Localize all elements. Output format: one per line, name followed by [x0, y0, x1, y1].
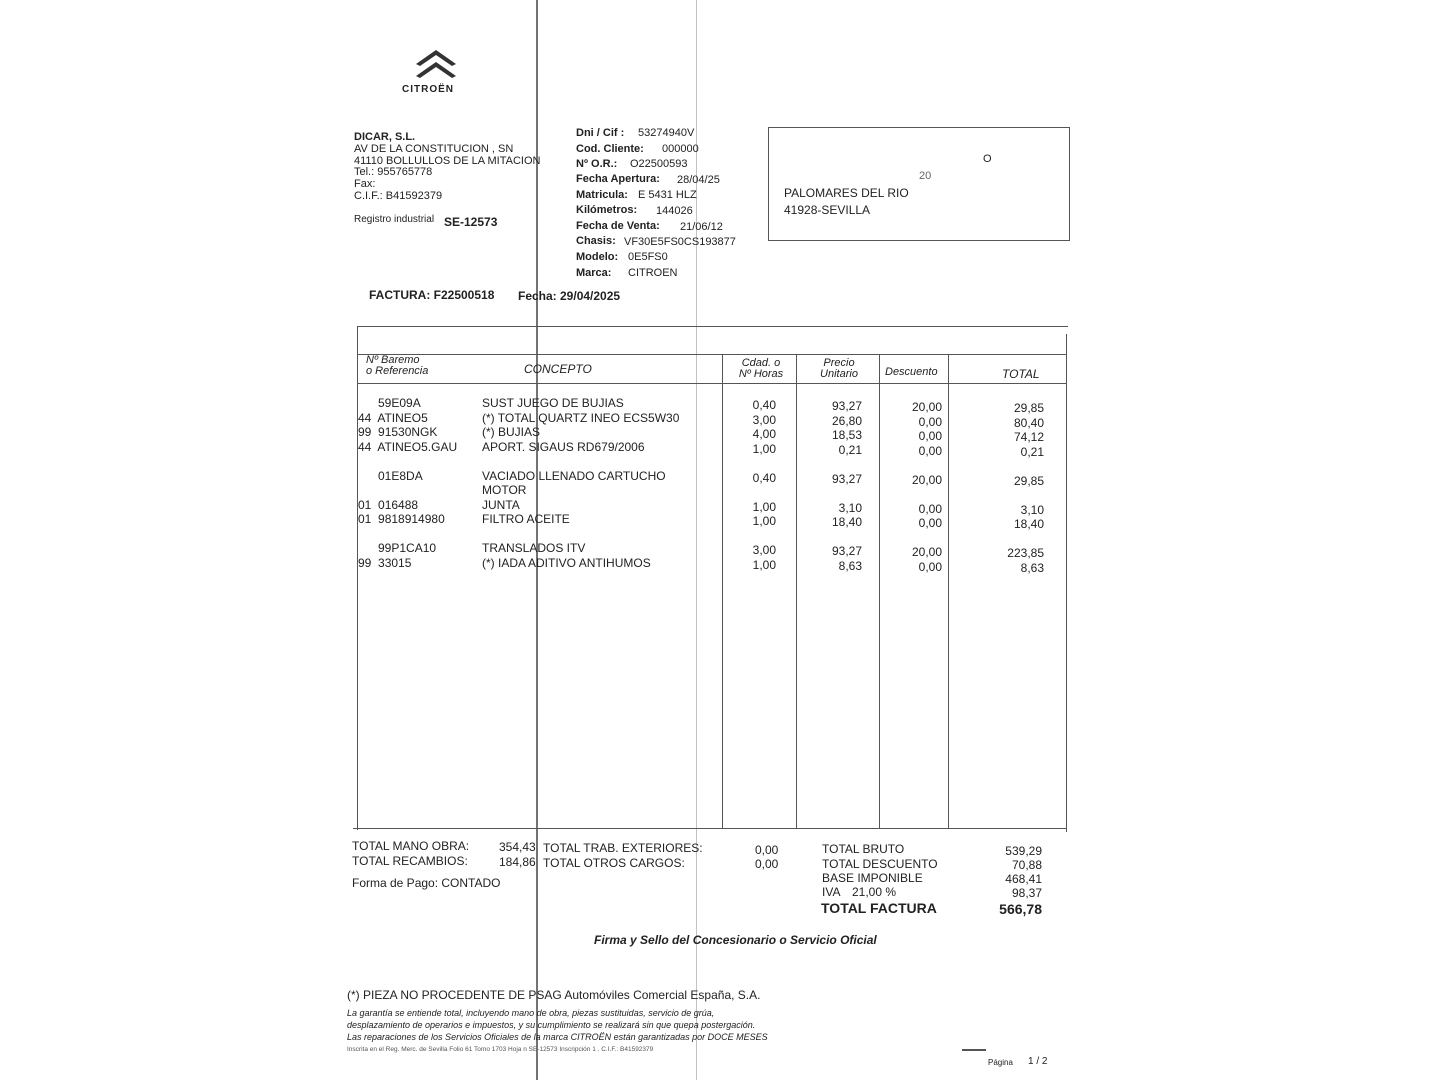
registro-mercantil: Inscrita en el Reg. Merc. de Sevilla Folio 61 Tomo 1703 Hoja n SE-12573 Inscripción 1 . C.I.F.: B41592379 [347, 1046, 654, 1053]
dealer-cif: C.I.F.: B41592379 [354, 190, 443, 202]
brand-name: CITROËN [402, 84, 454, 95]
table-header-bottom [357, 383, 1066, 384]
info-label: Nº O.R.: [576, 158, 618, 170]
iva-value: 98,37 [1011, 886, 1042, 900]
header-precio: Precio Unitario [820, 357, 858, 380]
info-label: Modelo: [576, 251, 619, 263]
info-label: Fecha de Venta: [576, 220, 660, 232]
recambios-value: 184,86 [499, 855, 536, 869]
column-ref: 59E09A 44 ATINEO5 99 91530NGK 44 ATINEO5.GAU 01E8DA 01 016488 01 9818914980 99P1CA10 99 33015 [358, 396, 458, 570]
garantia-line: Las reparaciones de los Servicios Oficiales de la marca CITROËN están garantizadas por DOCE MESES [347, 1032, 768, 1042]
dealer-address1: AV DE LA CONSTITUCION , SN [354, 143, 514, 155]
column-descuento: 20,00 0,00 0,00 0,00 20,00 0,00 0,00 20,00 0,00 [911, 400, 942, 574]
brand-logo [398, 44, 474, 100]
header-total: TOTAL [1002, 367, 1040, 381]
header-descuento: Descuento [885, 366, 938, 378]
forma-pago: Forma de Pago: CONTADO [352, 876, 501, 890]
bruto-label: TOTAL BRUTO [822, 842, 905, 856]
info-label: Dni / Cif : [576, 127, 625, 139]
base-label: BASE IMPONIBLE [822, 871, 923, 885]
col-divider [796, 354, 797, 828]
dealer-name: DICAR, S.L. [354, 131, 416, 143]
info-label: Kilómetros: [576, 204, 638, 216]
registro-label: Registro industrial [354, 214, 435, 225]
footer-mark [962, 1049, 986, 1051]
pagina-value: 1 / 2 [1028, 1056, 1048, 1067]
firma-sello: Firma y Sello del Concesionario o Servicio Oficial [594, 933, 877, 947]
table-top-border [357, 326, 1068, 327]
info-value: CITROEN [628, 267, 678, 279]
info-value: 144026 [656, 205, 693, 217]
col-divider [722, 354, 723, 828]
info-value: 53274940V [638, 127, 695, 139]
garantia-line: desplazamiento de operarios e impuestos, y su cumplimiento se realizará sin que quepa postergación. [347, 1020, 756, 1030]
info-value: 28/04/25 [677, 174, 720, 186]
descuento-total-value: 70,88 [1011, 858, 1042, 872]
mano-obra-label: TOTAL MANO OBRA: [352, 839, 470, 853]
total-factura-value: 566,78 [999, 901, 1042, 917]
customer-line-a: 20 [919, 170, 932, 182]
info-value: E 5431 HLZ [638, 189, 697, 201]
dealer-tel: Tel.: 955765778 [354, 166, 433, 178]
mano-obra-value: 354,43 [499, 840, 536, 854]
table-header-top [357, 354, 1066, 355]
dealer-fax: Fax: [354, 178, 376, 190]
customer-line-b: O [983, 153, 992, 165]
info-label: Chasis: [576, 235, 616, 247]
column-precio: 93,27 26,80 18,53 0,21 93,27 3,10 18,40 93,27 8,63 [831, 399, 862, 573]
otros-label: TOTAL OTROS CARGOS: [543, 856, 685, 870]
dealer-address2: 41110 BOLLULLOS DE LA MITACION [354, 155, 541, 167]
column-cantidad: 0,40 3,00 4,00 1,00 0,40 1,00 1,00 3,00 1,00 [752, 398, 776, 572]
trab-ext-label: TOTAL TRAB. EXTERIORES: [543, 841, 703, 855]
info-value: O22500593 [630, 158, 688, 170]
header-ref: Nº Baremo o Referencia [366, 354, 429, 377]
customer-city: PALOMARES DEL RIO [784, 186, 909, 200]
pieza-note: (*) PIEZA NO PROCEDENTE DE PSAG Automóviles Comercial España, S.A. [347, 988, 761, 1002]
recambios-label: TOTAL RECAMBIOS: [352, 854, 468, 868]
iva-rate: 21,00 % [852, 885, 897, 899]
total-factura-label: TOTAL FACTURA [821, 900, 937, 916]
header-cantidad: Cdad. o Nº Horas [738, 357, 784, 380]
pagina-label: Página [988, 1058, 1013, 1067]
invoice-number: FACTURA: F22500518 [369, 288, 495, 302]
chevron-logo-icon [398, 44, 474, 84]
table-right-border [1066, 334, 1067, 832]
otros-value: 0,00 [755, 857, 779, 871]
scan-line-light [696, 0, 697, 1080]
info-value: VF30E5FS0CS193877 [624, 236, 736, 248]
col-divider [948, 354, 949, 828]
base-value: 468,41 [1005, 872, 1042, 886]
info-value: 21/06/12 [680, 221, 723, 233]
col-divider [879, 354, 880, 828]
column-total: 29,85 80,40 74,12 0,21 29,85 3,10 18,40 223,85 8,63 [1007, 401, 1044, 575]
bruto-value: 539,29 [1005, 844, 1042, 858]
column-concepto: SUST JUEGO DE BUJIAS (*) TOTAL QUARTZ INEO ECS5W30 (*) BUJIAS APORT. SIGAUS RD679/2006 VACIADO LLENADO CARTUCHO MOTOR JUNTA FILTRO ACEITE TRANSLADOS ITV (*) IADA ADITIVO ANTIHUMOS [482, 396, 680, 570]
registro-value: SE-12573 [444, 215, 498, 229]
info-label: Cod. Cliente: [576, 143, 644, 155]
iva-label: IVA [822, 885, 841, 899]
customer-postal: 41928-SEVILLA [784, 203, 871, 217]
table-bottom-border [353, 828, 1066, 829]
header-concepto: CONCEPTO [524, 362, 592, 376]
info-label: Fecha Apertura: [576, 173, 660, 185]
info-value: 0E5FS0 [628, 251, 668, 263]
invoice-date: Fecha: 29/04/2025 [518, 289, 621, 303]
descuento-total-label: TOTAL DESCUENTO [822, 857, 938, 871]
customer-box [768, 127, 1070, 241]
garantia-line: La garantía se entiende total, incluyendo mano de obra, piezas sustituidas, servicio de grúa, [347, 1008, 715, 1018]
info-label: Marca: [576, 267, 612, 279]
trab-ext-value: 0,00 [755, 843, 779, 857]
info-label: Matricula: [576, 189, 628, 201]
info-value: 000000 [662, 143, 699, 155]
